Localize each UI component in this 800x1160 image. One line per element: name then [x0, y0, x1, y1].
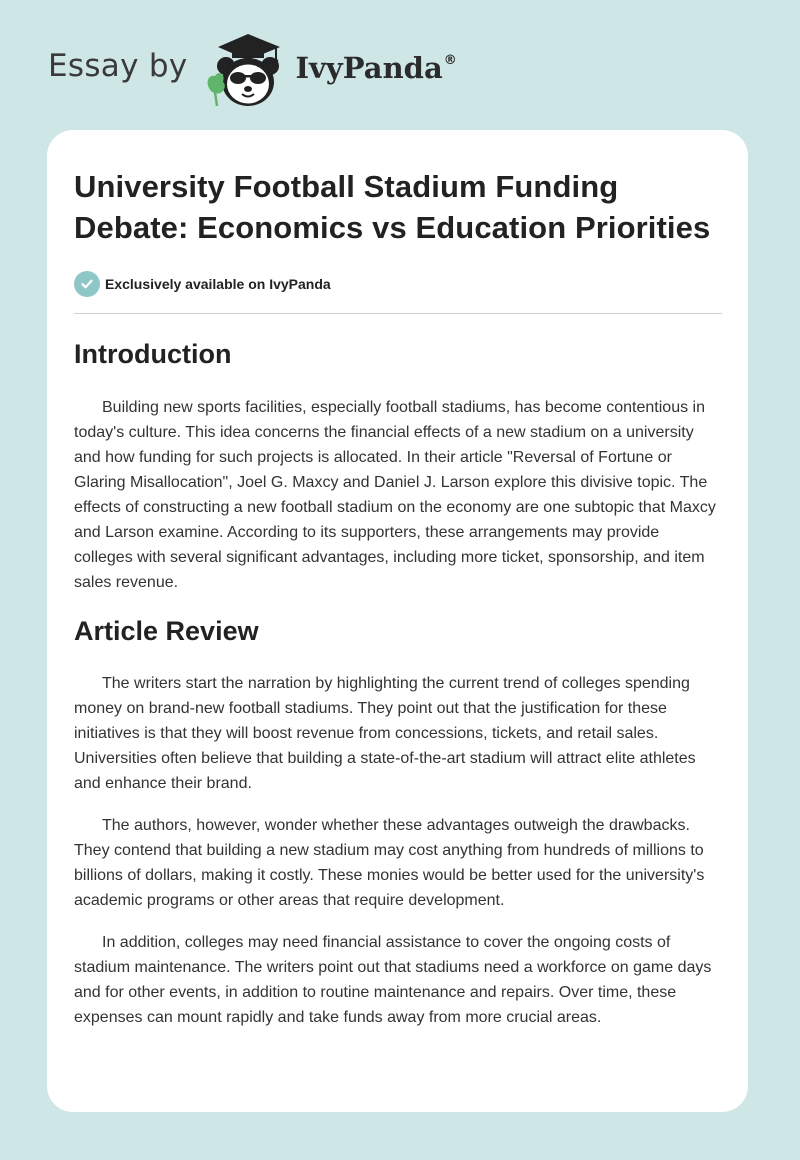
essay-card [47, 130, 748, 1112]
check-circle-icon [74, 271, 100, 297]
panda-graduate-icon[interactable] [202, 30, 294, 110]
paragraph: Building new sports facilities, especially football stadiums, has become contentious in today's culture. This idea concerns the financial effects of a new stadium on a university and how funding for such projects is allocated. In their article "Reversal of Fortune or Glaring Misallocation", Joel G. Maxcy and Daniel J. Larson explore this divisive topic. The effects of constructing a new football stadium on the economy are one subtopic that Maxcy and Larson examine. According to its supporters, these arrangements may provide colleges with several significant advantages, including more ticket, sponsorship, and item sales revenue. [74, 399, 716, 591]
essay-title: University Football Stadium Funding Debate: Economics vs Education Priorities [74, 169, 711, 245]
section-heading-introduction: Introduction [74, 339, 232, 369]
brand-name[interactable] [296, 51, 457, 85]
exclusive-badge [74, 271, 722, 297]
section-heading-article-review: Article Review [74, 616, 259, 646]
site-header [48, 30, 457, 110]
brand-text: IvyPanda [295, 51, 443, 85]
essay-by-label: Essay by [48, 48, 188, 84]
paragraph: The writers start the narration by highlighting the current trend of colleges spending money on brand-new football stadiums. They point out that the justification for these initiatives is that they will boost revenue from concessions, tickets, and retail sales. Universities often believe that building a state-of-the-art stadium will attract elite athletes and enhance their brand. [74, 675, 696, 792]
paragraph: In addition, colleges may need financial assistance to cover the ongoing costs of stadium maintenance. The writers point out that stadiums need a workforce on game days and for other events, in addition to routine maintenance and repairs. Over time, these expenses can mount rapidly and take funds away from more crucial areas. [74, 934, 712, 1026]
paragraph: The authors, however, wonder whether these advantages outweigh the drawbacks. They contend that building a new stadium may cost anything from hundreds of millions to billions of dollars, making it costly. These monies would be better used for the university's academic programs or other areas that require development. [74, 817, 705, 909]
title-divider [74, 313, 722, 314]
registered-mark: ® [443, 53, 457, 68]
exclusive-badge-label: Exclusively available on IvyPanda [105, 276, 331, 292]
